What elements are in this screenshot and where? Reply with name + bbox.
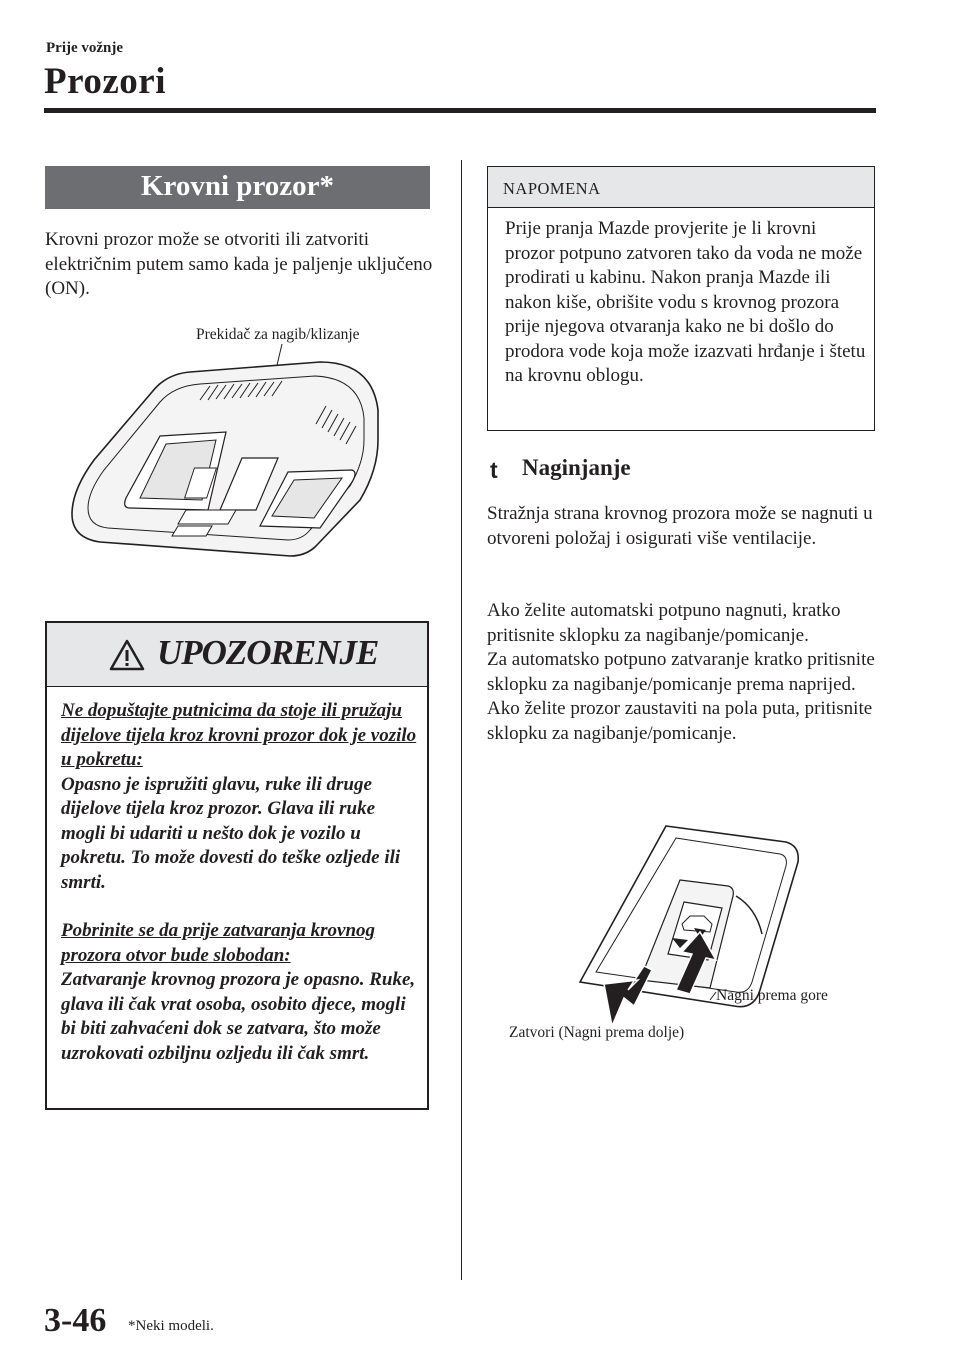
column-divider xyxy=(461,160,462,1280)
warning-body xyxy=(61,699,421,1066)
section-label: Prije vožnje xyxy=(46,40,124,56)
page-title: Prozori xyxy=(44,61,166,102)
page-number: 3-46 xyxy=(44,1302,107,1339)
sunroof-banner: Krovni prozor* xyxy=(45,166,430,209)
note-title: NAPOMENA xyxy=(503,179,601,198)
note-header xyxy=(488,167,874,208)
tilting-instructions: Ako želite automatski potpuno nagnuti, kratko pritisnite sklopku za nagibanje/pomicanje. Za automatsko potpuno zatvaranje kratko pritisnite sklopku za nagibanje/pomicanje prema naprijed. Ako želite prozor zaustaviti na pola puta, pritisnite sklopku za nagibanje/pomicanje. xyxy=(487,600,875,744)
warning-p1-text: Opasno je ispružiti glavu, ruke ili druge dijelove tijela kroz prozor. Glava ili ruke mogli bi udariti u nešto dok je vozilo u pokretu. To može dovesti do teške ozljede ili smrti. xyxy=(61,773,401,893)
warning-triangle-icon xyxy=(109,639,145,671)
tilting-description: Stražnja strana krovnog prozora može se nagnuti u otvoreni položaj i osigurati više ventilacije. xyxy=(487,503,873,549)
footnote: *Neki modeli. xyxy=(128,1318,214,1334)
warning-box xyxy=(45,621,429,1110)
warning-p1-heading: Ne dopuštajte putnicima da stoje ili pružaju dijelove tijela kroz krovni prozor dok je vozilo u pokretu: xyxy=(61,700,417,770)
warning-p2-heading: Pobrinite se da prije zatvaranja krovnog prozora otvor bude slobodan: xyxy=(61,920,376,966)
tilt-up-callout: Nagni prema gore xyxy=(716,987,828,1004)
note-text: Prije pranja Mazde provjerite je li krovni prozor potpuno zatvoren tako da voda ne može prodirati u kabinu. Nakon pranja Mazde ili nakon kiše, obrišite vodu s krovnog prozora prije njegova otvaranja kako ne bi došlo do prodora vode koja može izazvati hrđanje i štetu na krovnu oblogu. xyxy=(505,218,866,386)
warning-p2-text: Zatvaranje krovnog prozora je opasno. Ruke, glava ili čak vrat osoba, osobito djece, mogli bi biti zahvaćeni dok se zatvara, što može uzrokovati ozbiljnu ozljedu ili čak smrt. xyxy=(61,969,416,1064)
subsection-title: Naginjanje xyxy=(522,455,631,480)
subsection-bullet: t xyxy=(490,457,498,483)
intro-paragraph: Krovni prozor može se otvoriti ili zatvoriti električnim putem samo kada je paljenje uključeno (ON). xyxy=(45,229,433,299)
tilt-slide-switch-callout: Prekidač za nagib/klizanje xyxy=(196,326,360,343)
note-box xyxy=(487,166,875,431)
warning-header xyxy=(47,623,427,687)
title-rule xyxy=(44,108,876,113)
warning-title: UPOZORENJE xyxy=(157,633,379,672)
close-tilt-down-callout: Zatvori (Nagni prema dolje) xyxy=(509,1024,685,1041)
overhead-console-illustration xyxy=(60,340,400,580)
